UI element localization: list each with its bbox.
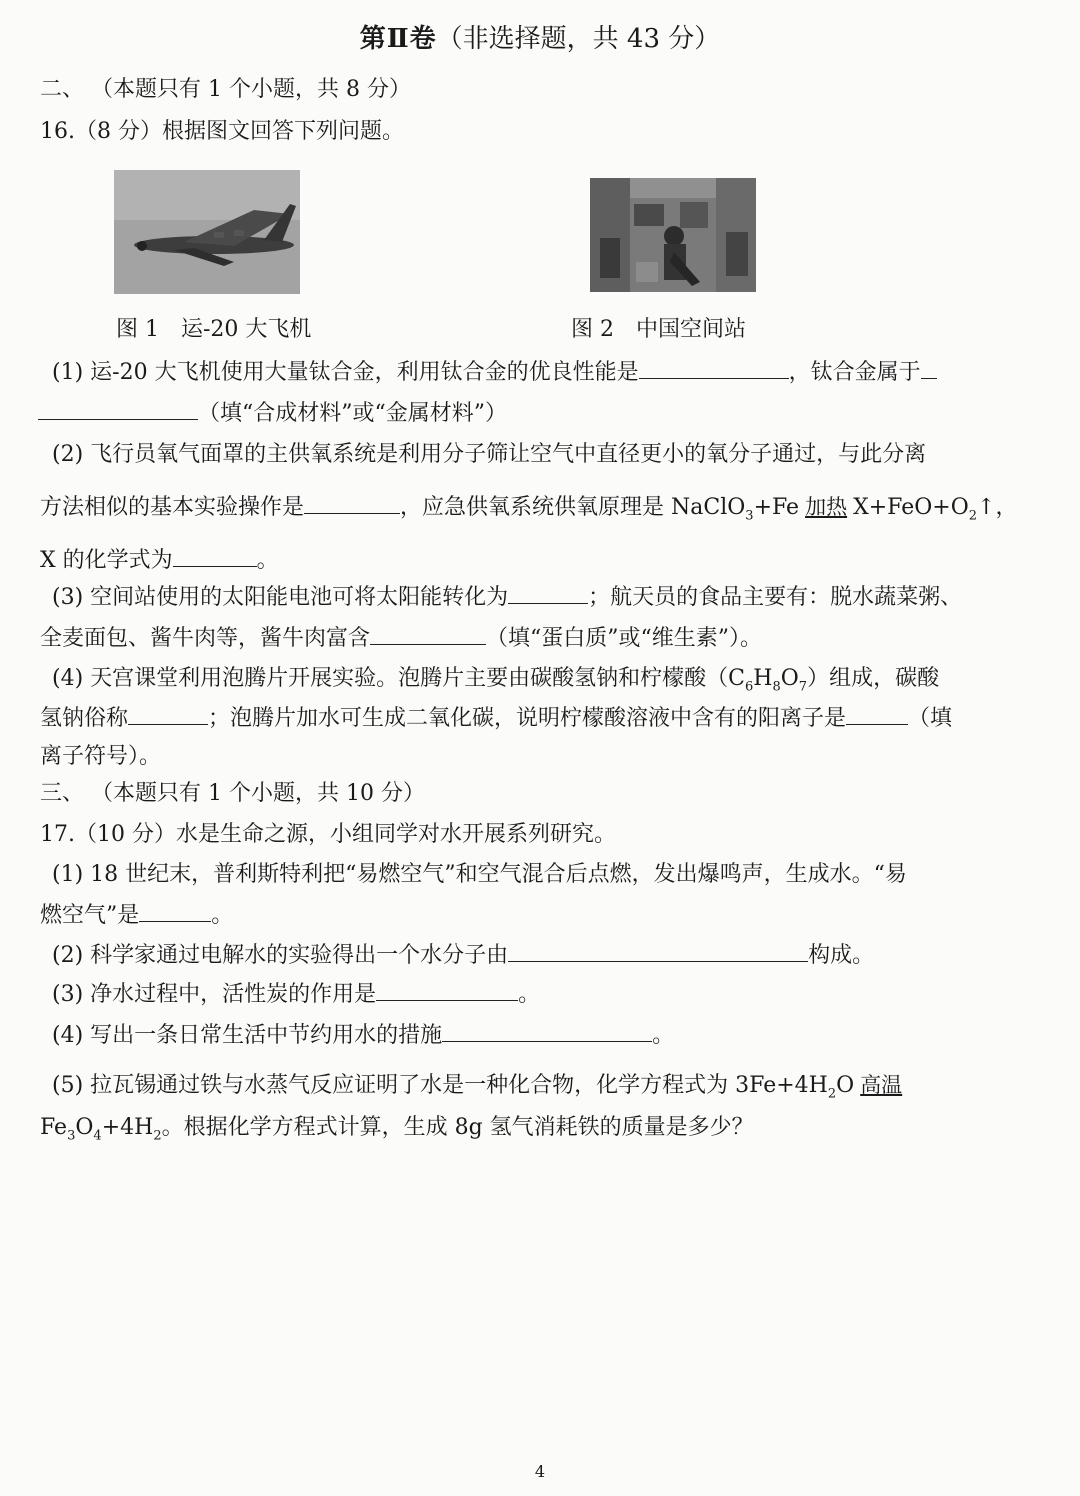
q17-5-text-d: O	[75, 1115, 94, 1140]
q17-5-text-c: Fe	[40, 1115, 68, 1140]
q17-5-text-a: (5) 拉瓦锡通过铁与水蒸气反应证明了水是一种化合物，化学方程式为 3Fe+4H	[52, 1073, 828, 1098]
q16-1-text-c: （填“合成材料”或“金属材料”）	[198, 401, 507, 426]
q16-2-text-b: 方法相似的基本实验操作是	[40, 495, 305, 520]
q16-3-text-b: ；航天员的食品主要有：脱水蔬菜粥、	[588, 585, 963, 610]
q17-3-text-b: 。	[518, 982, 541, 1007]
q16-4-sub-8: 8	[772, 679, 781, 695]
question-16-1-line-2	[38, 396, 507, 427]
q16-4-sub-6: 6	[745, 679, 754, 695]
q16-4-text-d: ）组成，碳酸	[807, 666, 940, 691]
question-16-4-line-1	[52, 661, 939, 694]
q17-5-text-b: O	[836, 1073, 855, 1098]
q17-5-text-e: +4H	[101, 1115, 154, 1140]
q16-4-answer-blank-2[interactable]	[846, 704, 908, 725]
q17-1-text-b: 燃空气”是	[40, 903, 140, 928]
q16-1-text-a: (1) 运-20 大飞机使用大量钛合金，利用钛合金的优良性能是	[52, 360, 639, 385]
question-16-2-line-3	[40, 543, 279, 574]
q16-2-answer-blank-2[interactable]	[173, 546, 257, 567]
q16-4-text-g: （填	[908, 706, 953, 731]
space-station-picture	[590, 178, 756, 292]
q17-5-sub-3: 3	[67, 1128, 76, 1144]
q17-5-sub-2a: 2	[827, 1086, 837, 1102]
figure-2-space-station-image	[590, 178, 756, 292]
q16-2-text-g: X 的化学式为	[40, 548, 173, 573]
q17-2-text-b: 构成。	[808, 943, 875, 968]
q16-4-text-b: H	[753, 666, 773, 691]
section-title-rest: （非选择题，共 43 分）	[436, 24, 721, 54]
figure-1-aircraft-image	[114, 170, 300, 294]
q16-3-answer-blank-1[interactable]	[508, 583, 588, 604]
question-16-3-line-2	[40, 621, 762, 652]
figure-2-caption: 图 2 中国空间站	[571, 317, 746, 342]
question-16-stem: 16.（8 分）根据图文回答下列问题。	[40, 119, 404, 144]
q17-2-text-a: (2) 科学家通过电解水的实验得出一个水分子由	[52, 943, 509, 968]
question-17-1-line-2	[40, 898, 233, 929]
q16-2-answer-blank-1[interactable]	[304, 493, 400, 514]
section-title	[0, 18, 1080, 55]
page-number: 4	[534, 1462, 546, 1481]
q17-5-reaction-condition: 高温	[860, 1073, 903, 1097]
q17-3-answer-blank[interactable]	[376, 980, 518, 1001]
q16-1-answer-blank-2[interactable]	[38, 399, 198, 420]
section-2-heading: 二、 （本题只有 1 个小题，共 8 分）	[40, 77, 411, 102]
q16-2-text-h: 。	[256, 548, 279, 573]
question-17-3-line	[52, 977, 540, 1008]
question-17-5-line-1	[52, 1068, 908, 1101]
q16-1-text-b: ，钛合金属于	[788, 360, 921, 385]
q16-4-text-e: 氢钠俗称	[40, 706, 129, 731]
q17-5-sub-2b: 2	[153, 1128, 162, 1144]
q16-2-text-f: ↑，	[977, 495, 1018, 520]
q16-3-text-d: （填“蛋白质”或“维生素”）。	[486, 626, 763, 651]
q17-4-text-b: 。	[652, 1023, 675, 1048]
q17-2-answer-blank[interactable]	[508, 941, 808, 962]
question-17-stem: 17.（10 分）水是生命之源，小组同学对水开展系列研究。	[40, 822, 616, 847]
question-17-2-line	[52, 938, 874, 969]
question-17-5-line-2	[40, 1110, 754, 1143]
q16-4-text-c: O	[780, 666, 799, 691]
question-16-2-line-2	[40, 490, 1017, 523]
q16-2-sub-3: 3	[745, 508, 754, 524]
question-17-4-line	[52, 1018, 674, 1049]
q16-2-text-d: +Fe	[753, 495, 800, 520]
q16-3-answer-blank-2[interactable]	[370, 624, 486, 645]
q16-4-text-a: (4) 天宫课堂利用泡腾片开展实验。泡腾片主要由碳酸氢钠和柠檬酸（C	[52, 666, 745, 691]
q16-2-text-e: X+FeO+O	[853, 495, 969, 520]
q16-1-answer-blank-1[interactable]	[639, 358, 789, 379]
q16-4-sub-7: 7	[798, 679, 808, 695]
question-16-4-line-3: 离子符号）。	[40, 744, 162, 769]
question-17-1-line-1: (1) 18 世纪末，普利斯特利把“易燃空气”和空气混合后点燃，发出爆鸣声，生成水。“易	[52, 862, 907, 887]
q16-3-text-a: (3) 空间站使用的太阳能电池可将太阳能转化为	[52, 585, 509, 610]
aircraft-picture	[114, 170, 300, 294]
q16-2-sub-2: 2	[968, 508, 978, 524]
q17-1-answer-blank[interactable]	[139, 901, 211, 922]
q17-4-answer-blank[interactable]	[442, 1021, 652, 1042]
q16-4-text-f: ；泡腾片加水可生成二氧化碳，说明柠檬酸溶液中含有的阳离子是	[208, 706, 847, 731]
question-16-1-line-1	[52, 355, 937, 386]
q16-3-text-c: 全麦面包、酱牛肉等，酱牛肉富含	[40, 626, 371, 651]
q16-2-reaction-condition: 加热	[805, 495, 848, 519]
q17-4-text-a: (4) 写出一条日常生活中节约用水的措施	[52, 1023, 443, 1048]
question-16-3-line-1	[52, 580, 962, 611]
question-16-2-line-1: (2) 飞行员氧气面罩的主供氧系统是利用分子筛让空气中直径更小的氧分子通过，与此分离	[52, 442, 927, 467]
q16-4-answer-blank-1[interactable]	[128, 704, 208, 725]
q17-5-text-f: 。根据化学方程式计算，生成 8g 氢气消耗铁的质量是多少？	[161, 1115, 754, 1140]
figure-1-caption: 图 1 运-20 大飞机	[116, 317, 312, 342]
question-16-4-line-2	[40, 701, 952, 732]
q17-1-text-c: 。	[211, 903, 234, 928]
section-3-heading: 三、 （本题只有 1 个小题，共 10 分）	[40, 781, 425, 806]
q16-2-text-c: ，应急供氧系统供氧原理是 NaClO	[400, 495, 746, 520]
q17-3-text-a: (3) 净水过程中，活性炭的作用是	[52, 982, 377, 1007]
q17-5-sub-4: 4	[93, 1128, 102, 1144]
q16-1-answer-blank-2-start[interactable]	[921, 358, 937, 379]
section-title-bold: 第Ⅱ卷	[359, 24, 437, 54]
